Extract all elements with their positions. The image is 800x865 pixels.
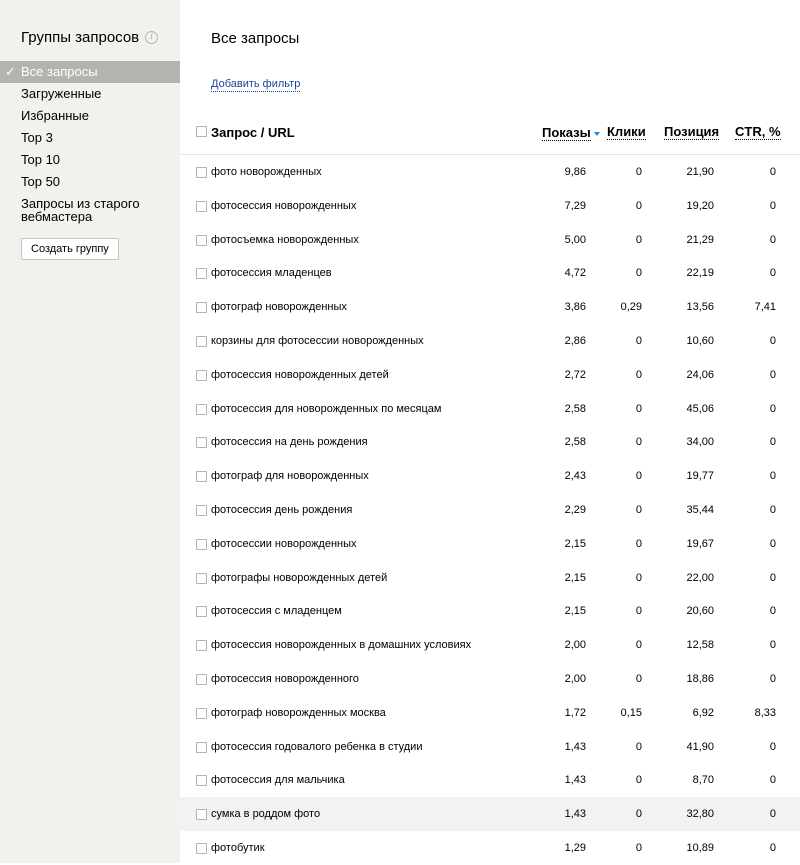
table-row[interactable] — [180, 696, 800, 730]
query-cell[interactable]: фотосессия младенцев — [211, 267, 332, 280]
shows-cell: 2,29 — [564, 503, 586, 516]
row-checkbox[interactable] — [196, 437, 207, 448]
ctr-cell: 0 — [769, 571, 776, 584]
shows-cell: 2,86 — [564, 334, 586, 347]
page-title: Все запросы — [211, 30, 300, 47]
shows-cell: 2,00 — [564, 672, 586, 685]
group-item[interactable] — [0, 127, 180, 149]
group-item[interactable] — [0, 83, 180, 105]
sidebar-title — [21, 29, 158, 46]
group-item-label: Избранные — [21, 108, 89, 123]
group-item-label: Top 3 — [21, 130, 53, 145]
query-cell[interactable]: фотосессия новорожденных в домашних условиях — [211, 639, 472, 652]
position-cell: 35,44 — [686, 503, 714, 516]
shows-cell: 1,43 — [564, 774, 586, 787]
group-item-label: Запросы из старого вебмастера — [21, 196, 140, 224]
table-row[interactable] — [180, 459, 800, 493]
row-checkbox[interactable] — [196, 471, 207, 482]
ctr-cell: 0 — [769, 639, 776, 652]
shows-cell: 3,86 — [564, 301, 586, 314]
row-checkbox[interactable] — [196, 336, 207, 347]
position-cell: 22,00 — [686, 571, 714, 584]
create-group-button[interactable]: Создать группу — [21, 238, 119, 260]
query-cell[interactable]: фотографы новорожденных детей — [211, 571, 388, 584]
group-item[interactable] — [0, 193, 180, 227]
group-item[interactable] — [0, 105, 180, 127]
row-checkbox[interactable] — [196, 302, 207, 313]
group-item-label: Top 10 — [21, 152, 61, 167]
shows-cell: 2,43 — [564, 470, 586, 483]
clicks-cell: 0 — [635, 808, 642, 821]
ctr-cell: 0 — [769, 605, 776, 618]
table-row[interactable] — [180, 561, 800, 595]
group-item-label: Все запросы — [21, 64, 98, 79]
column-header-ctr[interactable]: CTR, % — [735, 124, 781, 139]
query-cell[interactable]: фотосессия новорожденных детей — [211, 368, 389, 381]
table-row[interactable] — [180, 797, 800, 831]
position-cell: 8,70 — [692, 774, 714, 787]
query-cell[interactable]: фотограф для новорожденных — [211, 470, 369, 483]
ctr-cell: 0 — [769, 368, 776, 381]
row-checkbox[interactable] — [196, 167, 207, 178]
ctr-cell: 0 — [769, 740, 776, 753]
clicks-cell: 0 — [635, 267, 642, 280]
clicks-cell: 0 — [635, 605, 642, 618]
clicks-cell: 0 — [635, 571, 642, 584]
ctr-cell: 0 — [769, 267, 776, 280]
checkmark-icon: ✓ — [5, 64, 16, 79]
column-header-shows[interactable] — [542, 125, 600, 140]
position-cell: 45,06 — [686, 402, 714, 415]
clicks-cell: 0 — [635, 334, 642, 347]
main-content — [180, 0, 800, 863]
table-row[interactable] — [180, 189, 800, 223]
ctr-cell: 0 — [769, 672, 776, 685]
sort-desc-icon — [594, 132, 600, 136]
query-cell[interactable]: фотосессия для новорожденных по месяцам — [211, 402, 442, 415]
clicks-cell: 0 — [635, 672, 642, 685]
position-cell: 18,86 — [686, 672, 714, 685]
group-item-label: Загруженные — [21, 86, 102, 101]
table-row[interactable] — [180, 527, 800, 561]
query-cell[interactable]: сумка в роддом фото — [211, 808, 321, 821]
position-cell: 21,29 — [686, 233, 714, 246]
shows-cell: 9,86 — [564, 166, 586, 178]
query-cell[interactable]: фотосессия новорожденных — [211, 199, 357, 212]
ctr-cell: 0 — [769, 402, 776, 415]
query-cell[interactable]: фотограф новорожденных москва — [211, 706, 386, 719]
clicks-cell: 0 — [635, 436, 642, 449]
clicks-cell: 0 — [635, 639, 642, 652]
ctr-cell: 0 — [769, 537, 776, 550]
query-cell[interactable]: фотосессия годовалого ребенка в студии — [211, 740, 423, 753]
ctr-cell: 0 — [769, 470, 776, 483]
ctr-cell: 0 — [769, 808, 776, 821]
ctr-cell: 0 — [769, 334, 776, 347]
position-cell: 10,60 — [686, 334, 714, 347]
table-body — [180, 155, 800, 865]
shows-cell: 1,43 — [564, 808, 586, 821]
group-item[interactable] — [0, 61, 180, 83]
shows-cell: 2,15 — [564, 571, 586, 584]
clicks-cell: 0 — [635, 166, 642, 178]
clicks-cell: 0 — [635, 503, 642, 516]
table-row[interactable] — [180, 493, 800, 527]
position-cell: 19,20 — [686, 199, 714, 212]
table-row[interactable] — [180, 223, 800, 257]
ctr-cell: 0 — [769, 436, 776, 449]
shows-cell: 2,58 — [564, 436, 586, 449]
row-checkbox[interactable] — [196, 674, 207, 685]
row-checkbox[interactable] — [196, 640, 207, 651]
position-cell: 6,92 — [692, 706, 714, 719]
shows-cell: 1,43 — [564, 740, 586, 753]
shows-cell: 1,29 — [564, 841, 586, 854]
group-list — [0, 61, 180, 227]
ctr-cell: 7,41 — [754, 301, 776, 314]
row-checkbox[interactable] — [196, 843, 207, 854]
query-cell[interactable]: корзины для фотосессии новорожденных — [211, 334, 424, 347]
query-cell[interactable]: фотосъемка новорожденных — [211, 233, 359, 246]
table-row[interactable] — [180, 425, 800, 459]
sidebar-title-text: Группы запросов — [21, 29, 140, 46]
shows-cell: 5,00 — [564, 233, 586, 246]
table-row[interactable] — [180, 730, 800, 764]
group-item[interactable] — [0, 171, 180, 193]
position-cell: 41,90 — [686, 740, 714, 753]
queries-table — [180, 112, 800, 865]
shows-cell: 2,15 — [564, 537, 586, 550]
group-item-label: Top 50 — [21, 174, 61, 189]
row-checkbox[interactable] — [196, 809, 207, 820]
shows-cell: 2,00 — [564, 639, 586, 652]
row-checkbox[interactable] — [196, 742, 207, 753]
group-item[interactable] — [0, 149, 180, 171]
column-header-clicks[interactable]: Клики — [607, 124, 646, 139]
table-row[interactable] — [180, 256, 800, 290]
position-cell: 22,19 — [686, 267, 714, 280]
shows-cell: 1,72 — [564, 706, 586, 719]
ctr-cell: 0 — [769, 166, 776, 178]
table-row[interactable] — [180, 662, 800, 696]
info-icon[interactable]: i — [145, 31, 158, 44]
table-header — [180, 112, 800, 155]
position-cell: 24,06 — [686, 368, 714, 381]
ctr-cell: 0 — [769, 233, 776, 246]
clicks-cell: 0 — [635, 470, 642, 483]
table-row[interactable] — [180, 831, 800, 865]
add-filter-link[interactable]: Добавить фильтр — [211, 78, 301, 90]
clicks-cell: 0 — [635, 233, 642, 246]
clicks-cell: 0 — [635, 402, 642, 415]
row-checkbox[interactable] — [196, 775, 207, 786]
ctr-cell: 8,33 — [754, 706, 776, 719]
row-checkbox[interactable] — [196, 539, 207, 550]
query-cell[interactable]: фотосессия на день рождения — [211, 436, 368, 449]
query-cell[interactable]: фотосессия для мальчика — [211, 774, 345, 787]
query-cell[interactable]: фотосессия новорожденного — [211, 672, 359, 685]
query-cell[interactable]: фотосессия с младенцем — [211, 605, 342, 618]
query-cell[interactable]: фото новорожденных — [211, 166, 322, 178]
shows-cell: 2,72 — [564, 368, 586, 381]
ctr-cell: 0 — [769, 199, 776, 212]
query-cell[interactable]: фотограф новорожденных — [211, 301, 347, 314]
row-checkbox[interactable] — [196, 370, 207, 381]
clicks-cell: 0 — [635, 740, 642, 753]
position-cell: 12,58 — [686, 639, 714, 652]
clicks-cell: 0 — [635, 841, 642, 854]
clicks-cell: 0 — [635, 368, 642, 381]
table-row[interactable] — [180, 324, 800, 358]
ctr-cell: 0 — [769, 503, 776, 516]
shows-cell: 2,15 — [564, 605, 586, 618]
clicks-cell: 0 — [635, 774, 642, 787]
query-cell[interactable]: фотосессия день рождения — [211, 503, 353, 516]
row-checkbox[interactable] — [196, 268, 207, 279]
table-row[interactable] — [180, 290, 800, 324]
shows-cell: 2,58 — [564, 402, 586, 415]
row-checkbox[interactable] — [196, 505, 207, 516]
row-checkbox[interactable] — [196, 201, 207, 212]
query-cell[interactable]: фотосессии новорожденных — [211, 537, 357, 550]
row-checkbox[interactable] — [196, 708, 207, 719]
clicks-cell: 0 — [635, 537, 642, 550]
table-row[interactable] — [180, 628, 800, 662]
table-row[interactable] — [180, 392, 800, 426]
position-cell: 13,56 — [686, 301, 714, 314]
row-checkbox[interactable] — [196, 606, 207, 617]
ctr-cell: 0 — [769, 774, 776, 787]
clicks-cell: 0,29 — [620, 301, 642, 314]
row-checkbox[interactable] — [196, 404, 207, 415]
row-checkbox[interactable] — [196, 235, 207, 246]
position-cell: 20,60 — [686, 605, 714, 618]
ctr-cell: 0 — [769, 841, 776, 854]
position-cell: 21,90 — [686, 166, 714, 178]
query-cell[interactable]: фотобутик — [211, 841, 265, 854]
position-cell: 19,67 — [686, 537, 714, 550]
position-cell: 10,89 — [686, 841, 714, 854]
column-header-position[interactable]: Позиция — [664, 124, 720, 139]
table-row[interactable] — [180, 763, 800, 797]
sidebar — [0, 0, 180, 863]
position-cell: 32,80 — [686, 808, 714, 821]
position-cell: 19,77 — [686, 470, 714, 483]
shows-cell: 7,29 — [564, 199, 586, 212]
shows-cell: 4,72 — [564, 267, 586, 280]
position-cell: 34,00 — [686, 436, 714, 449]
table-row[interactable] — [180, 594, 800, 628]
row-checkbox[interactable] — [196, 573, 207, 584]
clicks-cell: 0,15 — [620, 706, 642, 719]
column-header-query: Запрос / URL — [211, 125, 295, 140]
table-row[interactable] — [180, 155, 800, 189]
clicks-cell: 0 — [635, 199, 642, 212]
table-row[interactable] — [180, 358, 800, 392]
select-all-checkbox[interactable] — [196, 126, 207, 137]
sort-shows-label[interactable]: Показы — [542, 125, 591, 140]
